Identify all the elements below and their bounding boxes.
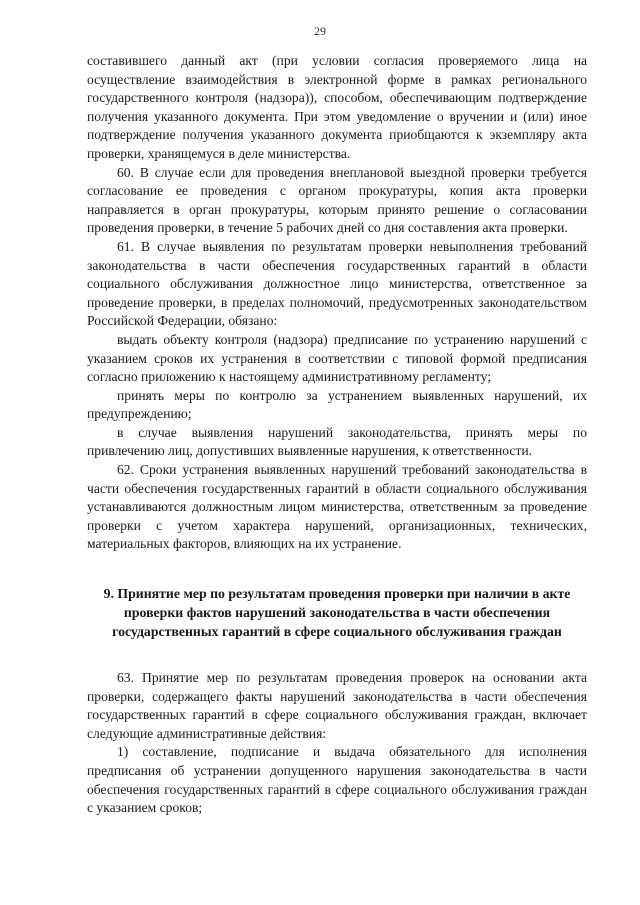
paragraph-60: 60. В случае если для проведения внеплановой выездной проверки требуется согласование ее проведения с органом прокуратуры, копия акта проверки направляется в орган прокуратуры, которым принято решение о согласовании проведения проверки, в течение 5 рабочих дней со дня составления акта проверки. — [87, 164, 587, 236]
paragraph-61-item-liability: в случае выявления нарушений законодательства, принять меры по привлечению лиц, допустивших выявленные нарушения, к ответственности. — [87, 424, 587, 459]
paragraph-continuation: составившего данный акт (при условии согласия проверяемого лица на осуществление взаимодействия в электронной форме в рамках регионального государственного контроля (надзора)), способом, обеспечивающим подтверждение получения указанного документа. При этом уведомление о вручении и (или) иное подтверждение получения указанного документа приобщаются к экземпляру акта проверки, хранящемуся в деле министерства. — [87, 53, 587, 161]
paragraph-63-item-1: 1) составление, подписание и выдача обязательного для исполнения предписания об устранении допущенного нарушения законодательства в части обеспечения государственных гарантий в сфере социального обслуживания граждан с указанием сроков; — [87, 744, 587, 816]
paragraph-61-item-control-measures: принять меры по контролю за устранением выявленных нарушений, их предупреждению; — [87, 387, 587, 422]
paragraph-63: 63. Принятие мер по результатам проведения проверок на основании акта проверки, содержащего факты нарушений законодательства в части обеспечения государственных гарантий в сфере социального обслуживания граждан, включает следующие административные действия: — [87, 670, 587, 741]
paragraph-61: 61. В случае выявления по результатам проверки невыполнения требований законодательства в части обеспечения государственных гарантий в области социального обслуживания должностное лицо министерства, ответственное за проведение проверки, в пределах полномочий, предусмотренных законодательством Российской Федерации, обязано: — [87, 238, 587, 329]
paragraph-61-item-issue-order: выдать объекту контроля (надзора) предписание по устранению нарушений с указанием сроков их устранения в соответствии с типовой формой предписания согласно приложению к настоящему административному регламенту; — [87, 331, 587, 385]
section-heading: 9. Принятие мер по результатам проведения проверки при наличии в акте проверки фактов нарушений законодательства в части обеспечения государственных гарантий в сфере социального обслуживания граждан — [103, 586, 571, 640]
paragraph-62: 62. Сроки устранения выявленных нарушений требований законодательства в части обеспечения государственных гарантий в области социального обслуживания устанавливаются должностным лицом министерства, ответственным за проведение проверки с учетом характера нарушений, организационных, технических, материальных факторов, влияющих на их устранение. — [87, 462, 587, 552]
page-number: 29 — [314, 24, 326, 38]
document-body — [87, 52, 587, 818]
